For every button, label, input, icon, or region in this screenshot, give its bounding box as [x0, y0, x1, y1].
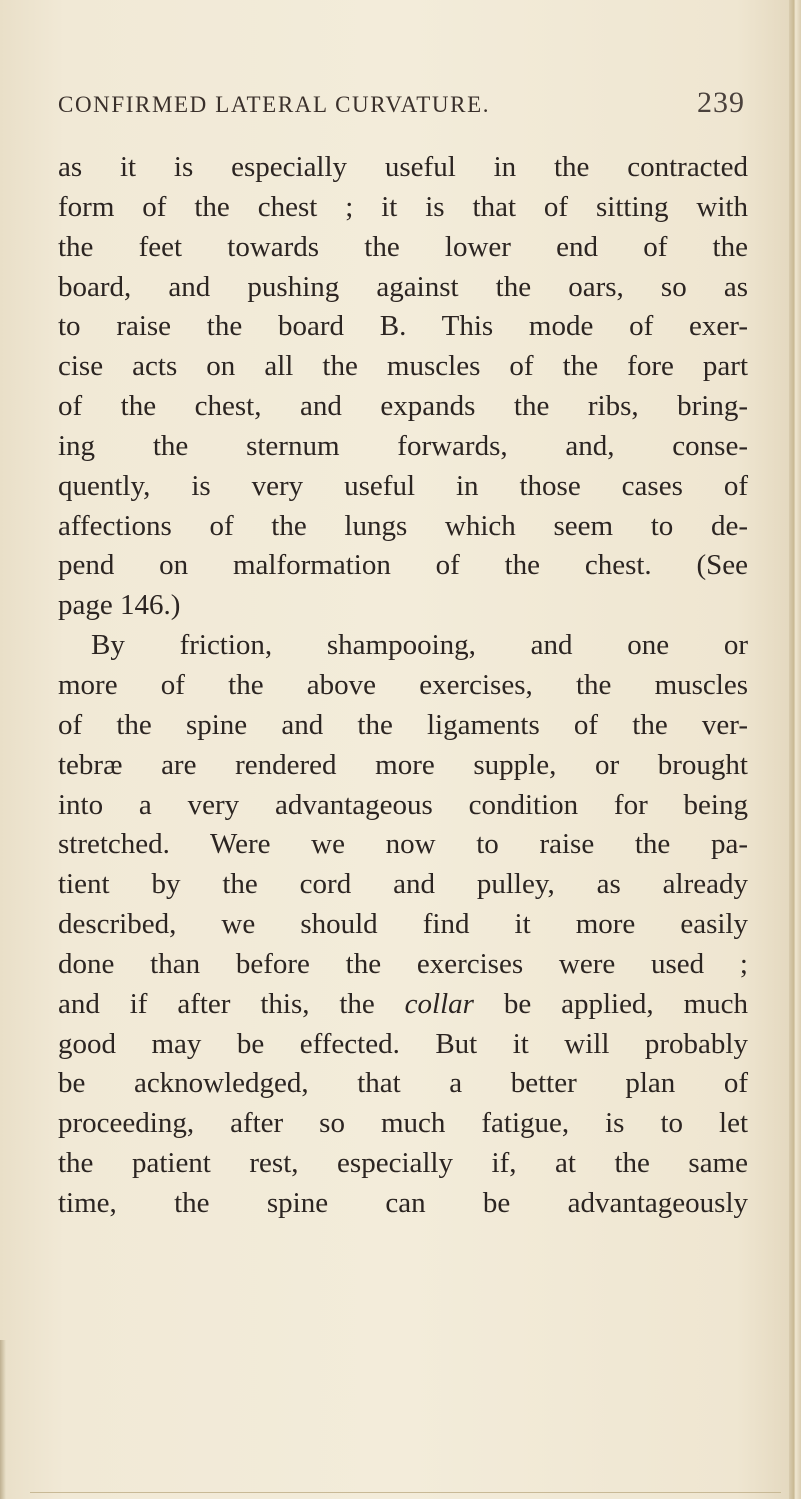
- body-text: [58, 148, 748, 1224]
- text-fragment: and if after this, the: [58, 987, 405, 1020]
- text-line: be acknowledged, that a better plan of: [58, 1067, 748, 1100]
- text-line: tebræ are rendered more supple, or brought: [58, 748, 748, 781]
- text-line: form of the chest ; it is that of sitting with: [58, 190, 748, 223]
- text-line: proceeding, after so much fatigue, is to let: [58, 1107, 748, 1140]
- text-line: into a very advantageous condition for being: [58, 788, 748, 821]
- text-line: the patient rest, especially if, at the same: [58, 1147, 748, 1180]
- text-line: the feet towards the lower end of the: [58, 230, 748, 263]
- text-line: cise acts on all the muscles of the fore part: [58, 350, 748, 383]
- text-line: time, the spine can be advantageously: [58, 1186, 748, 1219]
- bottom-edge: [30, 1492, 781, 1493]
- text-line: to raise the board B. This mode of exer-: [58, 310, 748, 343]
- text-line: ing the sternum forwards, and, conse-: [58, 429, 748, 462]
- text-line: tient by the cord and pulley, as already: [58, 868, 748, 901]
- text-line-italic: [58, 985, 748, 1025]
- page-number: 239: [697, 86, 745, 119]
- text-fragment: be applied, much: [473, 987, 748, 1020]
- running-title: CONFIRMED LATERAL CURVATURE.: [58, 92, 491, 117]
- text-line: quently, is very useful in those cases of: [58, 469, 748, 502]
- italic-word: collar: [404, 987, 474, 1020]
- text-line: more of the above exercises, the muscles: [58, 668, 748, 701]
- text-line: By friction, shampooing, and one or: [91, 629, 748, 662]
- text-line: board, and pushing against the oars, so as: [58, 270, 748, 303]
- text-line: affections of the lungs which seem to de-: [58, 509, 748, 542]
- text-line: of the spine and the ligaments of the ver-: [58, 708, 748, 741]
- text-line: done than before the exercises were used ;: [58, 947, 748, 980]
- page-edge-shadow: [789, 0, 801, 1499]
- binding-shadow: [0, 1340, 6, 1499]
- text-line: as it is especially useful in the contracted: [58, 151, 748, 183]
- text-line: good may be effected. But it will probably: [58, 1027, 748, 1060]
- text-line: of the chest, and expands the ribs, bring-: [58, 390, 748, 423]
- running-head: [58, 88, 748, 124]
- text-line: page 146.): [58, 589, 181, 622]
- text-line: stretched. Were we now to raise the pa-: [58, 828, 748, 861]
- text-line: pend on malformation of the chest. (See: [58, 549, 748, 582]
- text-line: described, we should find it more easily: [58, 908, 748, 941]
